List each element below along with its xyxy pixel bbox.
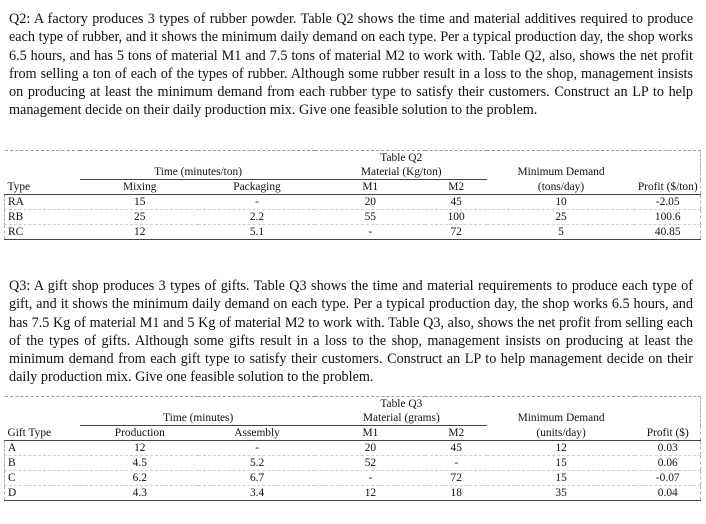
- table-row: [5, 195, 701, 210]
- assembly-cell: 5.2: [198, 456, 315, 471]
- m1-column-header: M1: [315, 426, 425, 441]
- demand-header-line2: (units/day): [487, 426, 635, 441]
- packaging-cell: 5.1: [198, 225, 315, 240]
- demand-cell: 5: [487, 225, 635, 240]
- profit-cell: 100.6: [634, 210, 700, 225]
- assembly-column-header: Assembly: [198, 426, 315, 441]
- production-cell: 4.3: [80, 486, 198, 501]
- profit-cell: 0.03: [635, 441, 701, 456]
- type-cell: RB: [5, 210, 81, 225]
- profit-cell: -2.05: [634, 195, 700, 210]
- mixing-cell: 15: [80, 195, 198, 210]
- time-group-header: Time (minutes/ton): [80, 165, 315, 180]
- production-cell: 6.2: [80, 471, 198, 486]
- demand-header-line1: Minimum Demand: [517, 166, 605, 179]
- demand-cell: 25: [487, 210, 635, 225]
- q2-question-text: Q2: A factory produces 3 types of rubber powder. Table Q2 shows the time and material additives required to produce each type of rubber, and it shows the minimum daily demand on each type. Per a typical production day, the shop works 6.5 hours, and has 5 tons of material M1 and 7.5 tons of material M2 to work with. Table Q2, also, shows the net profit from selling a ton of each of the types of rubber. Although some rubber result in a loss to the shop, management insists on producing at least the minimum demand from each rubber type to satisfy their customers. Construct an LP to help management decide on their daily production mix. Give one feasible solution to the problem.: [9, 11, 693, 119]
- assembly-cell: -: [198, 441, 315, 456]
- packaging-cell: -: [198, 195, 315, 210]
- material-group-header: Material (grams): [315, 411, 487, 426]
- table-q3: [4, 396, 701, 501]
- q3-question-text: Q3: A gift shop produces 3 types of gifts. Table Q3 shows the time and material requirements to produce each type of gift, and it shows the minimum daily demand on each type. Per a typical production day, the shop works 6.5 hours, and has 7.5 Kg of material M1 and 5 Kg of material M2 to work with. Table Q3, also, shows the net profit from selling each of the types of gifts. Although some gifts result in a loss to the shop, management insists on producing at least the minimum demand from each gift type to satisfy their customers. Construct an LP to help management decide on their daily production mix. Give one feasible solution to the problem.: [9, 278, 693, 386]
- m2-cell: 18: [425, 486, 487, 501]
- type-cell: C: [5, 471, 81, 486]
- type-cell: RA: [5, 195, 81, 210]
- demand-cell: 12: [487, 441, 635, 456]
- table-row: [5, 441, 701, 456]
- demand-cell: 15: [487, 471, 635, 486]
- demand-header-line1: Minimum Demand: [517, 412, 605, 425]
- material-group-header: Material (Kg/ton): [315, 165, 487, 180]
- m2-cell: 45: [425, 441, 487, 456]
- m1-cell: -: [315, 225, 425, 240]
- m2-cell: 45: [425, 195, 487, 210]
- demand-cell: 35: [487, 486, 635, 501]
- type-cell: A: [5, 441, 81, 456]
- production-column-header: Production: [80, 426, 198, 441]
- demand-cell: 15: [487, 456, 635, 471]
- table-row: [5, 210, 701, 225]
- packaging-cell: 2.2: [198, 210, 315, 225]
- assembly-cell: 3.4: [198, 486, 315, 501]
- m2-cell: 100: [425, 210, 487, 225]
- table-row: [5, 471, 701, 486]
- demand-header-line2: (tons/day): [487, 180, 635, 195]
- profit-cell: 0.04: [635, 486, 701, 501]
- m2-cell: 72: [425, 471, 487, 486]
- m1-cell: 20: [315, 195, 425, 210]
- type-cell: RC: [5, 225, 81, 240]
- m1-cell: 12: [315, 486, 425, 501]
- type-column-header: Type: [5, 180, 81, 195]
- profit-cell: 0.06: [635, 456, 701, 471]
- profit-column-header: Profit ($/ton): [634, 180, 700, 195]
- table-q2: [4, 150, 701, 240]
- time-group-header: Time (minutes): [80, 411, 315, 426]
- table-title: Table Q2: [380, 152, 423, 164]
- profit-cell: 40.85: [634, 225, 700, 240]
- gift-type-column-header: Gift Type: [5, 426, 81, 441]
- profit-column-header: Profit ($): [635, 426, 701, 441]
- table-row: [5, 456, 701, 471]
- assembly-cell: 6.7: [198, 471, 315, 486]
- type-cell: B: [5, 456, 81, 471]
- m1-cell: -: [315, 471, 425, 486]
- table-title: Table Q3: [380, 398, 423, 410]
- profit-cell: -0.07: [635, 471, 701, 486]
- production-cell: 4.5: [80, 456, 198, 471]
- m2-column-header: M2: [425, 426, 487, 441]
- m1-cell: 52: [315, 456, 425, 471]
- m2-cell: -: [425, 456, 487, 471]
- m2-column-header: M2: [425, 180, 487, 195]
- table-row: [5, 486, 701, 501]
- m1-cell: 55: [315, 210, 425, 225]
- m1-cell: 20: [315, 441, 425, 456]
- demand-cell: 10: [487, 195, 635, 210]
- mixing-cell: 12: [80, 225, 198, 240]
- type-cell: D: [5, 486, 81, 501]
- production-cell: 12: [80, 441, 198, 456]
- table-row: [5, 225, 701, 240]
- m2-cell: 72: [425, 225, 487, 240]
- m1-column-header: M1: [315, 180, 425, 195]
- mixing-column-header: Mixing: [80, 180, 198, 195]
- packaging-column-header: Packaging: [198, 180, 315, 195]
- mixing-cell: 25: [80, 210, 198, 225]
